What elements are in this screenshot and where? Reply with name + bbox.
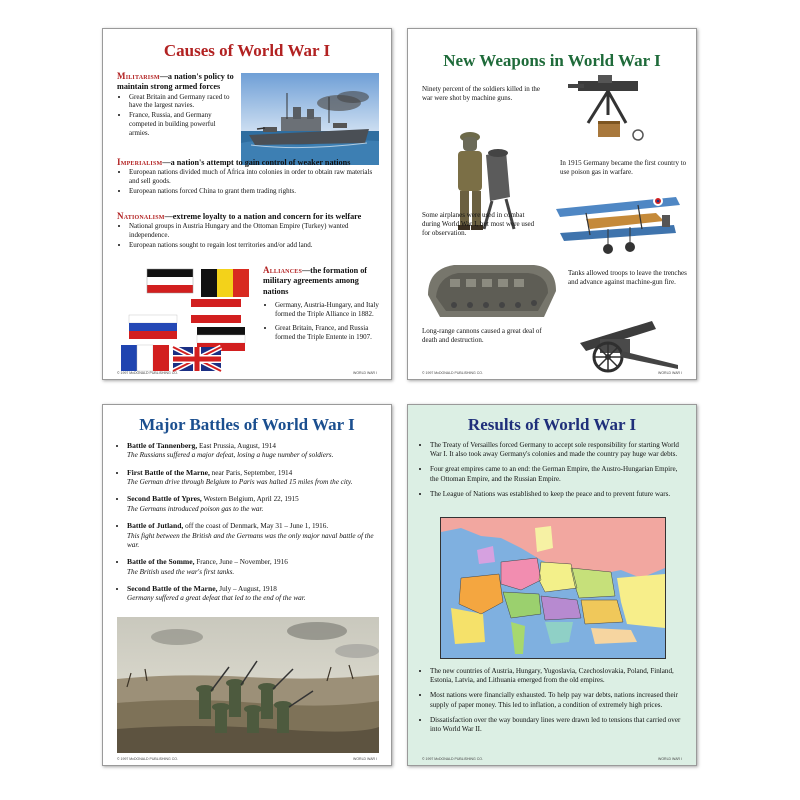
- footer-left: © 1997 McDONALD PUBLISHING CO.: [422, 371, 483, 375]
- footer-right: WORLD WAR I: [353, 757, 377, 761]
- footer-right: WORLD WAR I: [658, 757, 682, 761]
- footer-left: © 1997 McDONALD PUBLISHING CO.: [117, 757, 178, 761]
- battle-summary: This fight between the British and the Germans was the only major naval battle of the war.: [127, 531, 374, 549]
- battle-item: [127, 468, 381, 488]
- battle-detail: East Prussia, August, 1914: [197, 442, 276, 450]
- trench-battle-image: [117, 617, 379, 753]
- flags-image: [119, 267, 259, 373]
- result-item: • The League of Nations was established to keep the peace and to prevent future wars.: [430, 490, 686, 499]
- machine-gun-image: [568, 71, 656, 147]
- gas-caption: In 1915 Germany became the first country to use poison gas in warfare.: [560, 159, 687, 177]
- poster-weapons: [407, 28, 697, 380]
- tank-image: [424, 251, 560, 325]
- militarism-term: Militarism: [117, 71, 160, 81]
- poster-battles: [102, 404, 392, 766]
- results-title: Results of World War I: [467, 415, 637, 434]
- battle-item: [127, 584, 381, 604]
- battle-summary: The Germans introduced poison gas to the war.: [127, 504, 264, 513]
- causes-title: Causes of World War I: [163, 41, 331, 60]
- cannon-image: [560, 305, 690, 375]
- imperialism-def: —a nation's attempt to gain control of weaker nations: [162, 158, 351, 167]
- cannons-caption: Long-range cannons caused a great deal of death and destruction.: [422, 327, 542, 345]
- battle-summary: The German drive through Belgium to Paris was halted 15 miles from the city.: [127, 478, 353, 487]
- battle-summary: The British used the war's first tanks.: [127, 567, 235, 576]
- battle-detail: near Paris, September, 1914: [209, 468, 293, 477]
- battle-name: Battle of the Somme,: [127, 557, 195, 567]
- battle-summary: Germany suffered a great defeat that led to the end of the war.: [127, 594, 306, 603]
- battle-detail: off the coast of Denmark, May 31 – June 1, 1916.: [183, 522, 329, 531]
- footer-left: © 1997 McDONALD PUBLISHING CO.: [117, 371, 178, 375]
- alliances-section: [263, 265, 381, 343]
- battle-summary: The Russians suffered a major defeat, losing a huge number of soldiers.: [127, 451, 334, 460]
- nationalism-section: [117, 211, 379, 251]
- nationalism-def: —extreme loyalty to a nation and concern for its welfare: [164, 212, 362, 221]
- battle-item: [127, 441, 381, 461]
- nationalism-item: • European nations sought to regain lost territories and/or add land.: [129, 241, 379, 250]
- battle-name: Battle of Tannenberg,: [127, 441, 198, 450]
- footer-right: WORLD WAR I: [658, 371, 682, 375]
- battle-name: Second Battle of Ypres,: [127, 494, 202, 504]
- result-item: • The Treaty of Versailles forced Germany to accept sole responsibility for starting World War I. It also took away Germany's colonies and made the country pay huge war debts.: [430, 441, 686, 459]
- battle-detail: July – August, 1918: [217, 584, 277, 593]
- alliances-def: —the formation of military agreements among nations: [263, 266, 368, 296]
- result-item: • Most nations were financially exhausted. To help pay war debts, nations increased their supply of paper money. This led to inflation, a condition of extremely high prices.: [430, 691, 686, 709]
- imperialism-term: Imperialism: [117, 157, 163, 167]
- poster-results: [407, 404, 697, 766]
- footer-left: © 1997 McDONALD PUBLISHING CO.: [422, 757, 483, 761]
- biplane-image: [546, 189, 690, 259]
- results-top-list: [420, 441, 686, 500]
- imperialism-item: • European nations forced China to grant them trading rights.: [129, 187, 379, 196]
- result-item: • The new countries of Austria, Hungary, Yugoslavia, Czechoslovakia, Poland, Finland, Estonia, Latvia, and Lithuania emerged from the old empires.: [430, 667, 686, 685]
- imperialism-item: • European nations divided much of Africa into colonies in order to obtain raw materials and sell goods.: [129, 168, 379, 186]
- battles-list: [117, 441, 381, 611]
- result-item: • Four great empires came to an end: the German Empire, the Austro-Hungarian Empire, the Ottoman Empire, and the Russian Empire.: [430, 465, 686, 483]
- imperialism-section: [117, 157, 379, 197]
- weapons-title: New Weapons in World War I: [443, 51, 661, 70]
- nationalism-term: Nationalism: [117, 211, 165, 221]
- result-item: • Dissatisfaction over the way boundary lines were drawn led to tensions that carried over into World War II.: [430, 716, 686, 734]
- alliances-item: • Great Britain, France, and Russia formed the Triple Entente in 1907.: [275, 324, 381, 342]
- battle-detail: Western Belgium, April 22, 1915: [201, 495, 299, 504]
- battle-item: [127, 494, 381, 514]
- militarism-item: • France, Russia, and Germany competed in building powerful armies.: [129, 111, 235, 137]
- airplanes-caption: Some airplanes were used in combat during World War I, but most were used for observation.: [422, 211, 535, 238]
- europe-map: [440, 517, 666, 659]
- footer-right: WORLD WAR I: [353, 371, 377, 375]
- battle-name: First Battle of the Marne,: [127, 467, 210, 477]
- battle-name: Second Battle of the Marne,: [127, 583, 218, 593]
- poster-causes: [102, 28, 392, 380]
- battle-item: [127, 521, 381, 550]
- militarism-item: • Great Britain and Germany raced to have the largest navies.: [129, 93, 235, 111]
- results-bottom-list: [420, 667, 686, 735]
- battles-title: Major Battles of World War I: [139, 415, 355, 434]
- alliances-term: Alliances: [263, 265, 302, 275]
- militarism-section: [117, 71, 235, 138]
- battle-name: Battle of Jutland,: [127, 521, 184, 531]
- nationalism-item: • National groups in Austria Hungary and the Ottoman Empire (Turkey) wanted independence.: [129, 222, 379, 240]
- battle-detail: France, June – November, 1916: [194, 558, 288, 567]
- battle-item: [127, 557, 381, 577]
- machine-gun-caption: Ninety percent of the soldiers killed in the war were shot by machine guns.: [422, 85, 540, 103]
- alliances-item: • Germany, Austria-Hungary, and Italy formed the Triple Alliance in 1882.: [275, 301, 381, 319]
- tanks-caption: Tanks allowed troops to leave the trenches and advance against machine-gun fire.: [568, 269, 687, 287]
- militarism-def: —a nation's policy to maintain strong armed forces: [117, 72, 234, 92]
- battleship-image: [241, 73, 379, 165]
